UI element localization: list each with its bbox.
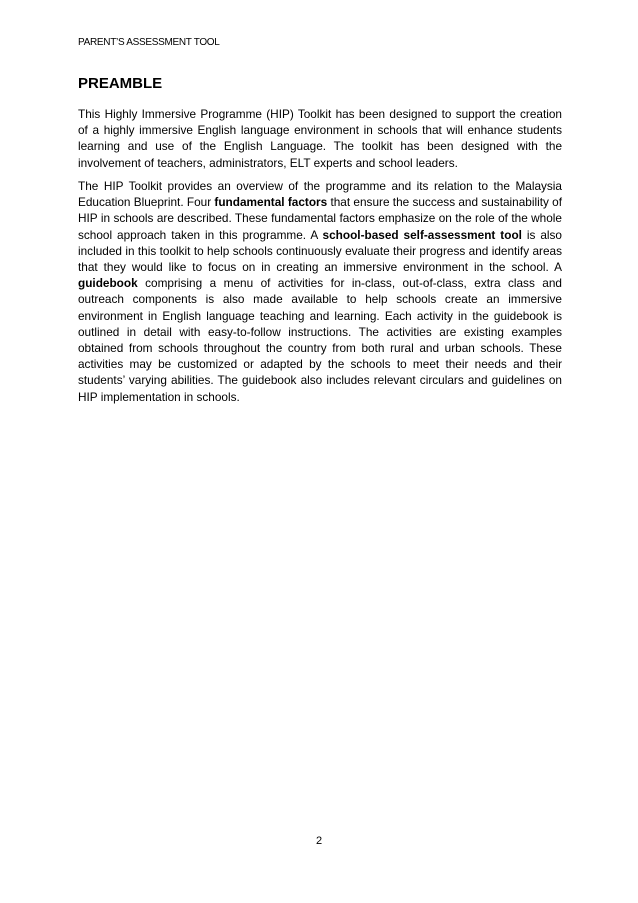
paragraph-overview [78,178,562,405]
paragraph-intro: This Highly Immersive Programme (HIP) Toolkit has been designed to support the creation of a highly immersive English language environment in schools that will enhance students learning and use of the English Language. The toolkit has been designed with the involvement of teachers, administrators, ELT experts and school leaders. [78,107,562,170]
section-title: PREAMBLE [78,75,163,92]
paragraph-overview-text-2: that ensure the success and sustainability of HIP in schools are described. These fundamental factors emphasize on the role of the whole school approach taken in this programme. A [78,195,562,242]
bold-term-guidebook: guidebook [78,276,138,291]
page-number: 2 [315,835,323,847]
paragraph-overview-text-1: The HIP Toolkit provides an overview of the programme and its relation to the Malaysia Education Blueprint. Four [78,179,562,210]
bold-term-fundamental-factors: fundamental factors [214,195,328,210]
paragraph-overview-text-4: comprising a menu of activities for in-class, out-of-class, extra class and outreach components is also made available to help schools create an immersive environment in English language teaching and learning. Each activity in the guidebook is outlined in detail with easy-to-follow instructions. The activities are existing examples obtained from schools throughout the country from both rural and urban schools. These activities may be customized or adapted by the schools to meet their needs and their students’ varying abilities. The guidebook also includes relevant circulars and guidelines on HIP implementation in schools. [78,276,562,404]
running-header: PARENT’S ASSESSMENT TOOL [78,37,220,48]
paragraph-overview-text-3: is also included in this toolkit to help schools continuously evaluate their progress and identify areas that they would like to focus on in creating an immersive environment in the school. A [78,227,562,275]
bold-term-self-assessment-tool: school-based self-assessment tool [322,227,522,242]
